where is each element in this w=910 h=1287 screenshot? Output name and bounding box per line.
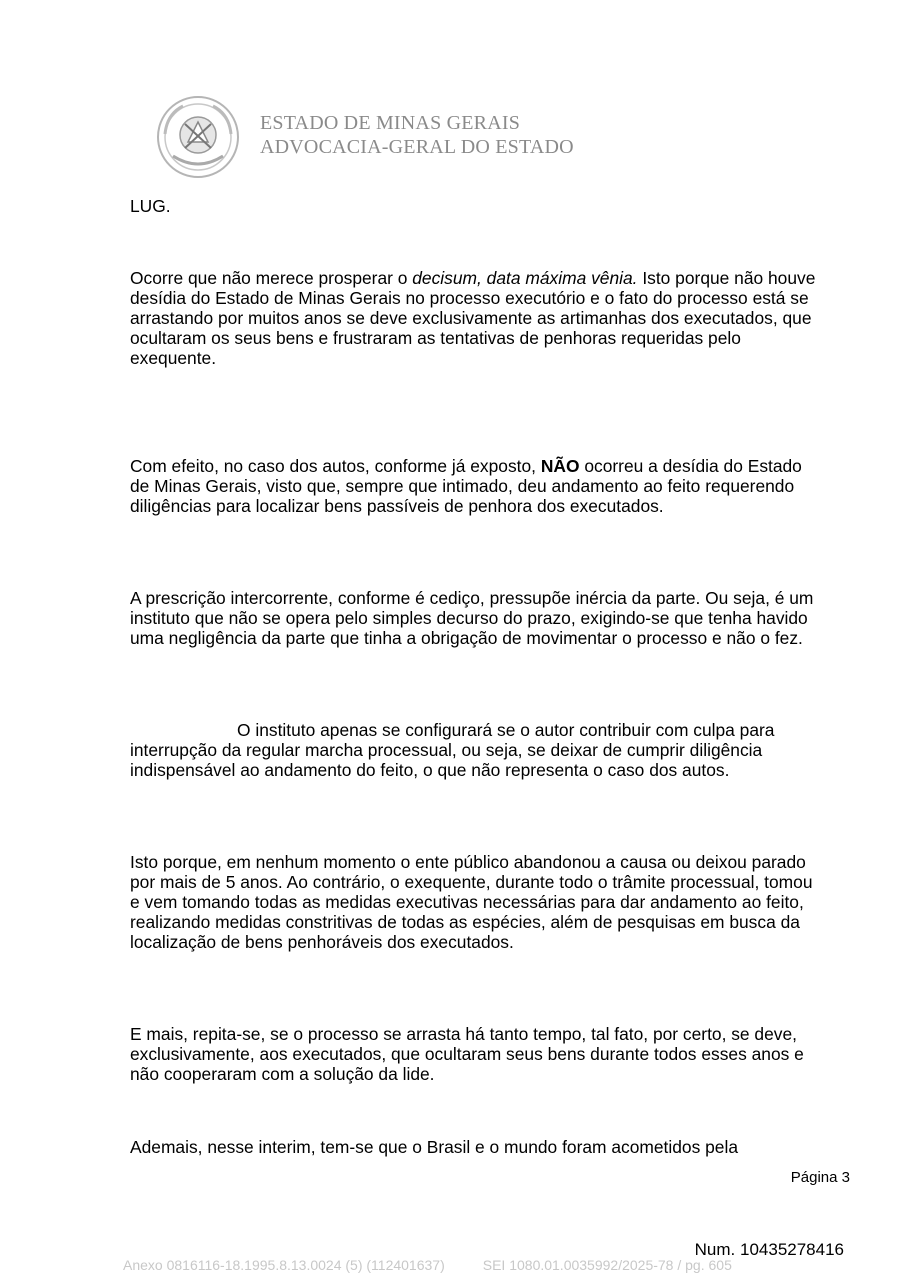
paragraph-0-text: LUG. — [130, 196, 171, 216]
paragraph-1-text — [130, 268, 820, 368]
paragraph-2-part-c: ocorreu a desídia do Estado de Minas Gerais, visto que, sempre que intimado, deu andamento ao feito requerendo diligências para localizar bens passíveis de penhora dos executados. — [130, 456, 802, 516]
paragraph-2-bold: NÃO — [540, 456, 580, 476]
paragraph-1-italic: decisum, data máxima vênia. — [412, 268, 638, 288]
footer-annex-ref: Anexo 0816116-18.1995.8.13.0024 (5) (112401637) — [123, 1257, 445, 1273]
paragraph-6 — [130, 1024, 820, 1084]
footer-stamp — [123, 1257, 732, 1273]
document-header — [155, 94, 655, 184]
paragraph-3 — [130, 588, 820, 648]
paragraph-2-part-a: Com efeito, no caso dos autos, conforme já exposto, — [130, 456, 541, 476]
minas-gerais-coat-of-arms-icon — [155, 94, 241, 180]
paragraph-4-text: O instituto apenas se configurará se o autor contribuir com culpa para interrupção da regular marcha processual, ou seja, se deixar de cumprir diligência indispensável ao andamento do feito, o que não representa o caso dos autos. — [130, 720, 775, 780]
paragraph-fragment — [130, 196, 820, 216]
paragraph-3-text: A prescrição intercorrente, conforme é cediço, pressupõe inércia da parte. Ou seja, é um instituto que não se opera pelo simples decurso do prazo, exigindo-se que tenha havido uma negligência da parte que tinha a obrigação de movimentar o processo e não o fez. — [130, 588, 814, 648]
paragraph-5-text: Isto porque, em nenhum momento o ente público abandonou a causa ou deixou parado por mais de 5 anos. Ao contrário, o exequente, durante todo o trâmite processual, tomou e vem tomando todas as medidas executivas necessárias para dar andamento ao feito, realizando medidas constritivas de todas as espécies, além de pesquisas em busca da localização de bens penhoráveis dos executados. — [130, 852, 813, 952]
paragraph-1 — [130, 268, 820, 368]
paragraph-1-part-c: Isto porque não houve desídia do Estado de Minas Gerais no processo executório e o fato do processo está se arrastando por muitos anos se deve exclusivamente as artimanhas dos executados, que ocultaram os seus bens e frustraram as tentativas de penhoras requeridas pelo exequente. — [130, 268, 816, 368]
paragraph-7-text: Ademais, nesse interim, tem-se que o Brasil e o mundo foram acometidos pela — [130, 1137, 738, 1157]
header-agency-name: ADVOCACIA-GERAL DO ESTADO — [260, 136, 574, 158]
paragraph-5 — [130, 852, 820, 952]
paragraph-1-part-a: Ocorre que não merece prosperar o — [130, 268, 413, 288]
organization-name — [260, 111, 574, 159]
paragraph-2 — [130, 456, 820, 516]
paragraph-4 — [130, 720, 820, 780]
paragraph-7 — [130, 1137, 820, 1157]
footer-sei-ref: SEI 1080.01.0035992/2025-78 / pg. 605 — [482, 1257, 732, 1273]
page-number: Página 3 — [790, 1169, 850, 1186]
document-number: Num. 10435278416 — [694, 1240, 844, 1259]
paragraph-6-text: E mais, repita-se, se o processo se arrasta há tanto tempo, tal fato, por certo, se deve, exclusivamente, aos executados, que ocultaram seus bens durante todos esses anos e não cooperaram com a solução da lide. — [130, 1024, 804, 1084]
header-state-name: ESTADO DE MINAS GERAIS — [260, 112, 521, 134]
paragraph-2-text — [130, 456, 820, 516]
